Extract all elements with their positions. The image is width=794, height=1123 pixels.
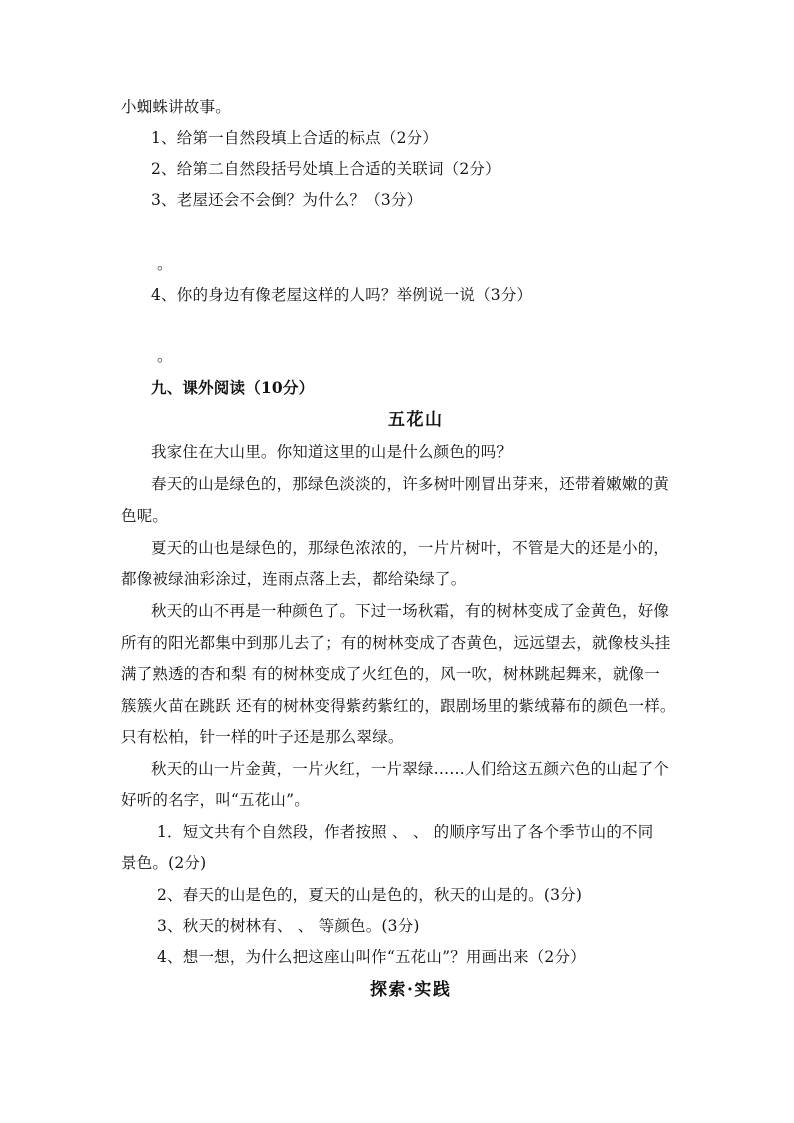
question-1: 1、给第一自然段填上合适的标点（2分） [151, 129, 439, 147]
reading-question-2: 2、春天的山是色的，夏天的山是色的，秋天的山是的。(3分) [157, 886, 583, 904]
passage-title: 五花山 [388, 410, 444, 430]
section-heading: 九、课外阅读（10分） [151, 378, 315, 397]
passage-line: 夏天的山也是绿色的，那绿色浓浓的，一片片树叶，不管是大的还是小的， [151, 539, 670, 557]
passage-line: 只有松柏，针一样的叶子还是那么翠绿。 [121, 728, 404, 746]
passage-line: 都像被绿油彩涂过，连雨点落上去，都给染绿了。 [121, 570, 467, 588]
passage-line: 秋天的山不再是一种颜色了。下过一场秋霜，有的树林变成了金黄色，好像 [151, 602, 670, 620]
text-line: 小蜘蛛讲故事。 [121, 98, 231, 116]
answer-period: 。 [157, 347, 173, 365]
question-3: 3、老屋还会不会倒？为什么？（3分） [151, 191, 423, 209]
answer-period: 。 [157, 255, 173, 273]
reading-question-4: 4、想一想，为什么把这座山叫作“五花山”？用画出来（2分） [157, 948, 586, 966]
passage-line: 好听的名字，叫“五花山”。 [121, 791, 310, 809]
question-2: 2、给第二自然段括号处填上合适的关联词（2分） [151, 160, 501, 178]
passage-line: 春天的山是绿色的，那绿色淡淡的，许多树叶刚冒出芽来，还带着嫩嫩的黄 [151, 475, 670, 493]
reading-question-3: 3、秋天的树林有、 、 等颜色。(3分) [157, 917, 420, 935]
reading-question-1-cont: 景色。(2分) [121, 854, 207, 872]
question-4: 4、你的身边有像老屋这样的人吗？举例说一说（3分） [151, 286, 533, 304]
passage-line: 满了熟透的杏和梨 有的树林变成了火红色的，风一吹，树林跳起舞来，就像一 [121, 665, 660, 683]
passage-line: 簇簇火苗在跳跃 还有的树林变得紫药紫红的，跟剧场里的紫绒幕布的颜色一样。 [121, 697, 676, 715]
passage-line: 秋天的山一片金黄，一片火红，一片翠绿……人们给这五颜六色的山起了个 [151, 760, 670, 778]
section-title: 探索·实践 [370, 980, 452, 1000]
reading-question-1: 1．短文共有个自然段，作者按照 、 、 的顺序写出了各个季节山的不同 [157, 823, 654, 841]
passage-line: 我家住在大山里。你知道这里的山是什么颜色的吗？ [151, 443, 513, 461]
passage-line: 所有的阳光都集中到那儿去了；有的树林变成了杏黄色，远远望去，就像枝头挂 [121, 634, 671, 652]
passage-line: 色呢。 [121, 507, 169, 525]
